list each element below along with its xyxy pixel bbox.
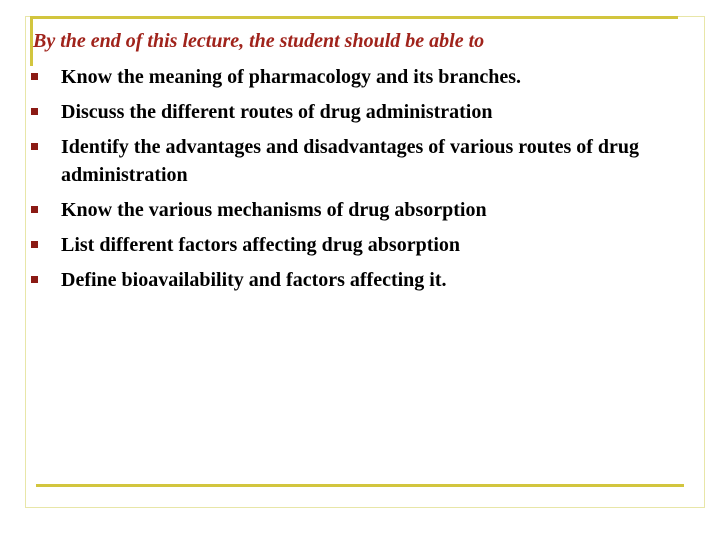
top-rule bbox=[30, 16, 678, 19]
square-bullet-icon bbox=[31, 241, 38, 248]
objectives-list bbox=[31, 63, 691, 301]
objective-text: Discuss the different routes of drug administration bbox=[61, 101, 493, 123]
objective-item bbox=[31, 231, 691, 259]
objective-item bbox=[31, 63, 691, 91]
objective-text: List different factors affecting drug absorption bbox=[61, 234, 461, 256]
objective-text: Identify the advantages and disadvantages of various routes of drug administration bbox=[61, 136, 640, 186]
square-bullet-icon bbox=[31, 73, 38, 80]
square-bullet-icon bbox=[31, 206, 38, 213]
objective-item bbox=[31, 133, 691, 189]
objective-item bbox=[31, 98, 691, 126]
objective-text: Know the various mechanisms of drug absorption bbox=[61, 199, 487, 221]
slide-heading: By the end of this lecture, the student should be able to bbox=[33, 30, 485, 52]
objective-item bbox=[31, 266, 691, 294]
bottom-rule bbox=[36, 484, 684, 487]
objective-text: Define bioavailability and factors affecting it. bbox=[61, 269, 447, 291]
square-bullet-icon bbox=[31, 143, 38, 150]
objective-item bbox=[31, 196, 691, 224]
square-bullet-icon bbox=[31, 276, 38, 283]
square-bullet-icon bbox=[31, 108, 38, 115]
objective-text: Know the meaning of pharmacology and its branches. bbox=[61, 66, 522, 88]
